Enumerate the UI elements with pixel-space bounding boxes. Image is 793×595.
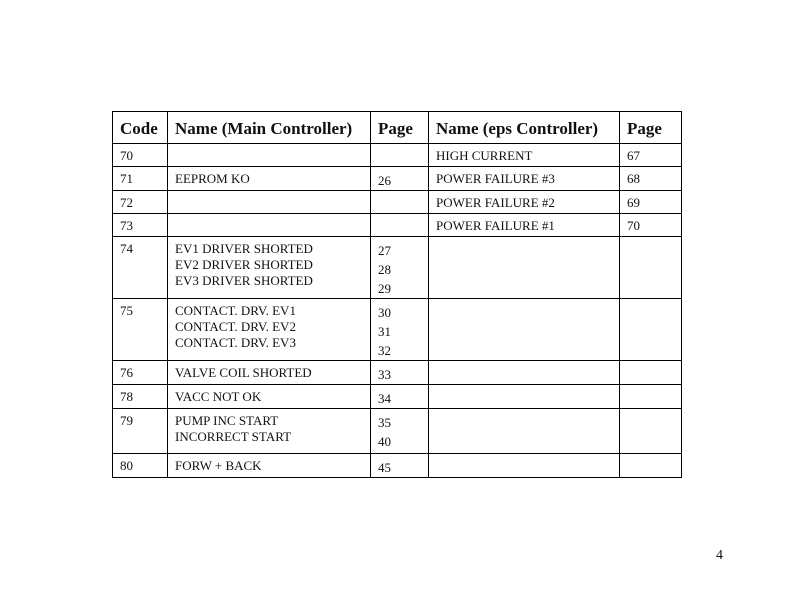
main-controller-page: 28 (378, 262, 391, 277)
main-controller-page: 32 (378, 343, 391, 358)
code-cell: 79 (113, 409, 168, 454)
main-controller-name: CONTACT. DRV. EV2 (175, 319, 296, 334)
main-controller-page: 45 (378, 460, 391, 475)
code-cell: 76 (113, 361, 168, 385)
main-controller-name: CONTACT. DRV. EV1 (175, 303, 296, 318)
eps-controller-page-cell (620, 299, 682, 361)
table-row (113, 409, 682, 454)
main-controller-name-cell (168, 191, 371, 214)
main-controller-name: VACC NOT OK (175, 389, 262, 404)
table-row (113, 191, 682, 214)
main-controller-name-cell (168, 454, 371, 478)
code-cell: 78 (113, 385, 168, 409)
main-controller-page: 35 (378, 415, 391, 430)
eps-controller-name-cell (429, 454, 620, 478)
main-controller-page: 29 (378, 281, 391, 296)
eps-controller-page-cell (620, 409, 682, 454)
main-controller-page: 30 (378, 305, 391, 320)
table-row (113, 237, 682, 299)
main-controller-page: 33 (378, 367, 391, 382)
main-controller-page-cell (371, 299, 429, 361)
eps-controller-page-cell: 70 (620, 214, 682, 237)
main-controller-name: FORW + BACK (175, 458, 262, 473)
main-controller-page: 34 (378, 391, 391, 406)
table-row (113, 167, 682, 191)
main-controller-page-cell (371, 237, 429, 299)
main-controller-page-cell (371, 191, 429, 214)
header-eps-name: Name (eps Controller) (429, 112, 620, 144)
main-controller-name: PUMP INC START (175, 413, 279, 428)
eps-controller-page-cell: 68 (620, 167, 682, 191)
main-controller-name-cell (168, 237, 371, 299)
header-eps-page: Page (620, 112, 682, 144)
eps-controller-name-cell: POWER FAILURE #2 (429, 191, 620, 214)
code-cell: 80 (113, 454, 168, 478)
main-controller-name: VALVE COIL SHORTED (175, 365, 312, 380)
header-main-page: Page (371, 112, 429, 144)
code-cell: 70 (113, 144, 168, 167)
table-row (113, 385, 682, 409)
eps-controller-page-cell (620, 237, 682, 299)
table-row (113, 361, 682, 385)
eps-controller-name-cell (429, 385, 620, 409)
main-controller-page-cell (371, 385, 429, 409)
main-controller-name: EV1 DRIVER SHORTED (175, 241, 313, 256)
code-cell: 74 (113, 237, 168, 299)
eps-controller-page-cell: 67 (620, 144, 682, 167)
main-controller-page-cell (371, 409, 429, 454)
main-controller-page: 27 (378, 243, 391, 258)
eps-controller-name-cell (429, 237, 620, 299)
eps-controller-page-cell (620, 361, 682, 385)
main-controller-page: 40 (378, 434, 391, 449)
table-row (113, 454, 682, 478)
page-number: 4 (716, 548, 723, 563)
main-controller-page: 26 (378, 173, 391, 188)
eps-controller-name-cell: POWER FAILURE #3 (429, 167, 620, 191)
main-controller-name: EV3 DRIVER SHORTED (175, 273, 313, 288)
code-cell: 73 (113, 214, 168, 237)
main-controller-page-cell (371, 144, 429, 167)
eps-controller-name-cell (429, 299, 620, 361)
header-code: Code (113, 112, 168, 144)
main-controller-name-cell (168, 144, 371, 167)
header-main-name: Name (Main Controller) (168, 112, 371, 144)
table-header-row (113, 112, 682, 144)
main-controller-name-cell (168, 361, 371, 385)
main-controller-page: 31 (378, 324, 391, 339)
main-controller-page-cell (371, 454, 429, 478)
main-controller-name-cell (168, 409, 371, 454)
table-row (113, 214, 682, 237)
eps-controller-name-cell: POWER FAILURE #1 (429, 214, 620, 237)
eps-controller-page-cell (620, 454, 682, 478)
table-row (113, 299, 682, 361)
table-body (113, 144, 682, 478)
eps-controller-name-cell (429, 361, 620, 385)
code-cell: 71 (113, 167, 168, 191)
eps-controller-name-cell (429, 409, 620, 454)
table-row (113, 144, 682, 167)
eps-controller-page-cell (620, 385, 682, 409)
main-controller-name: EV2 DRIVER SHORTED (175, 257, 313, 272)
main-controller-page-cell (371, 167, 429, 191)
code-cell: 72 (113, 191, 168, 214)
eps-controller-name-cell: HIGH CURRENT (429, 144, 620, 167)
main-controller-name: INCORRECT START (175, 429, 292, 444)
main-controller-page-cell (371, 361, 429, 385)
main-controller-name: CONTACT. DRV. EV3 (175, 335, 296, 350)
alarm-code-table (112, 111, 682, 478)
main-controller-name-cell (168, 299, 371, 361)
code-cell: 75 (113, 299, 168, 361)
eps-controller-page-cell: 69 (620, 191, 682, 214)
main-controller-name-cell (168, 385, 371, 409)
main-controller-page-cell (371, 214, 429, 237)
main-controller-name: EEPROM KO (175, 171, 250, 186)
main-controller-name-cell (168, 214, 371, 237)
main-controller-name-cell (168, 167, 371, 191)
